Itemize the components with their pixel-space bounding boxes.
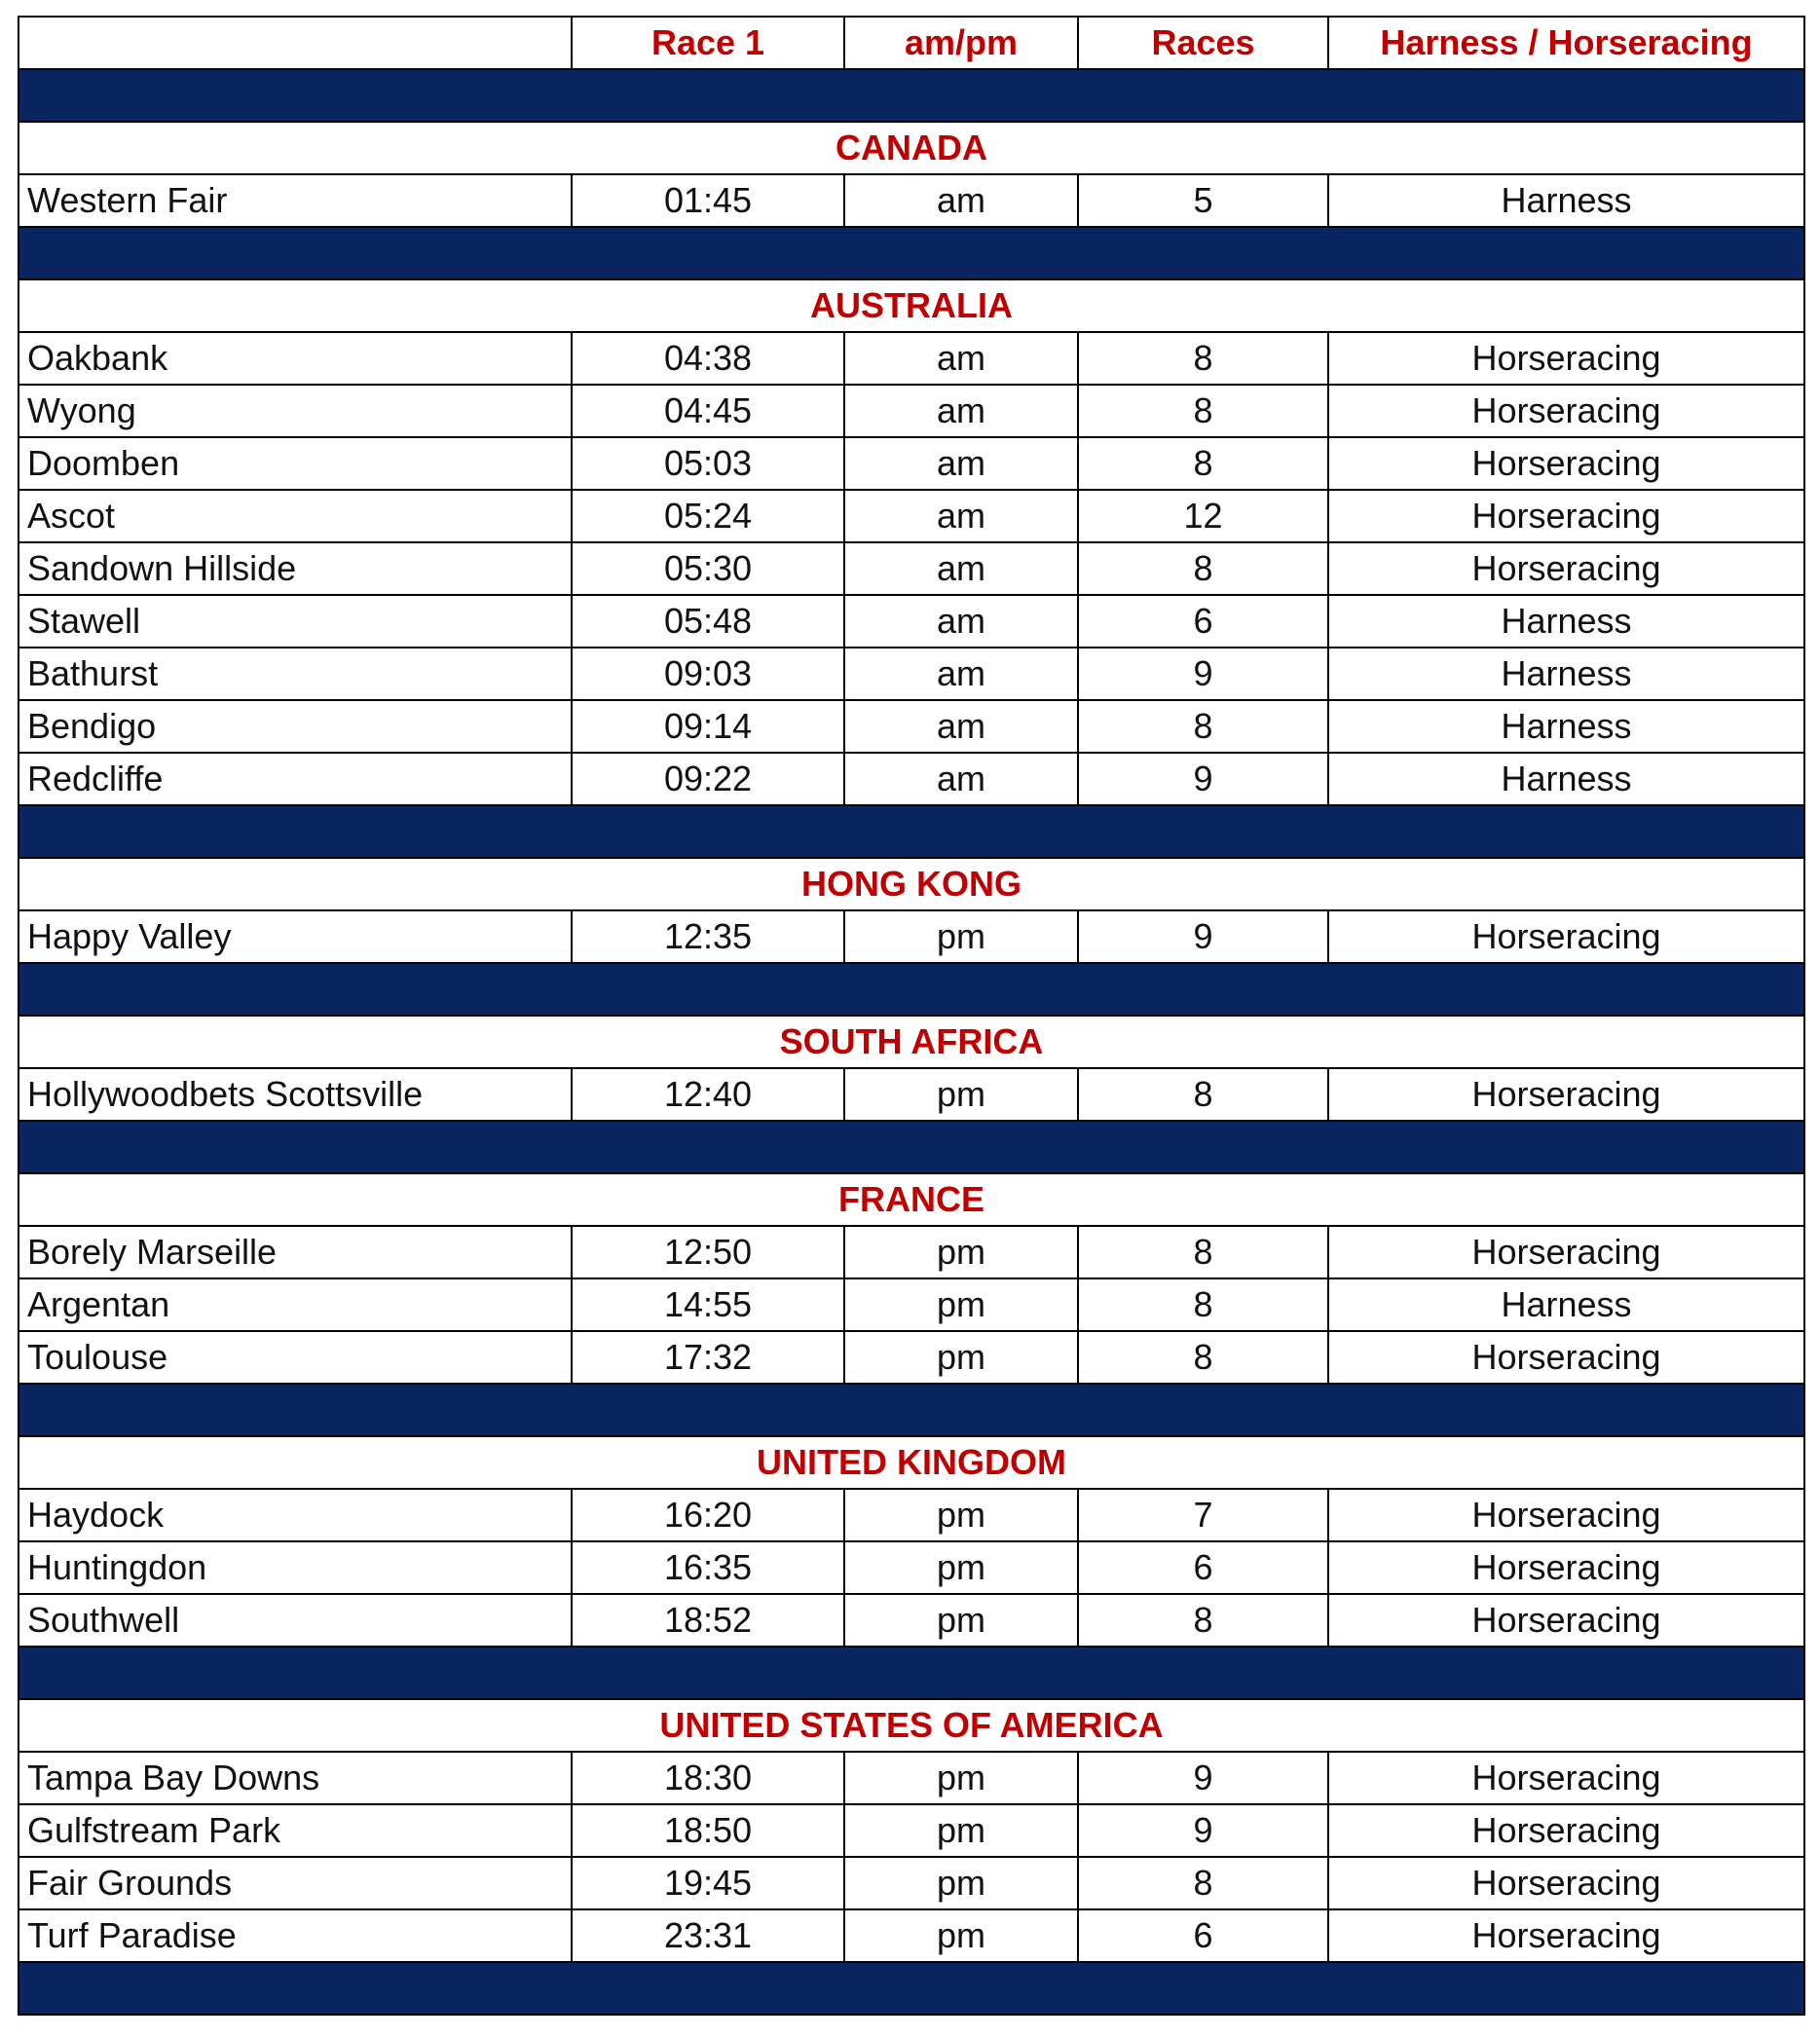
race-1-time-cell: 01:45 [572,174,844,227]
race-type-cell: Horseracing [1328,1594,1804,1647]
country-heading-row [19,1173,1804,1226]
table-row [19,753,1804,805]
races-count-cell: 8 [1078,1331,1328,1384]
country-heading: HONG KONG [19,858,1804,910]
race-type-cell: Harness [1328,700,1804,753]
separator-band-cell [19,1121,1804,1173]
race-1-time-cell: 12:40 [572,1068,844,1121]
table-row [19,1857,1804,1909]
races-count-cell: 8 [1078,332,1328,385]
race-type-cell: Horseracing [1328,1541,1804,1594]
am-pm-cell: pm [844,1752,1078,1804]
races-count-cell: 8 [1078,1226,1328,1278]
country-heading-row [19,1699,1804,1752]
country-heading: CANADA [19,122,1804,174]
venue-cell: Stawell [19,595,572,648]
races-count-cell: 8 [1078,385,1328,437]
am-pm-cell: am [844,490,1078,542]
races-count-cell: 5 [1078,174,1328,227]
table-row [19,1068,1804,1121]
am-pm-cell: am [844,700,1078,753]
header-venue [19,17,572,69]
race-type-cell: Horseracing [1328,1489,1804,1541]
venue-cell: Ascot [19,490,572,542]
venue-cell: Southwell [19,1594,572,1647]
table-row [19,910,1804,963]
race-1-time-cell: 05:24 [572,490,844,542]
am-pm-cell: pm [844,1857,1078,1909]
table-row [19,1909,1804,1962]
race-type-cell: Horseracing [1328,1909,1804,1962]
country-heading: UNITED STATES OF AMERICA [19,1699,1804,1752]
races-count-cell: 8 [1078,1068,1328,1121]
race-type-cell: Horseracing [1328,1068,1804,1121]
am-pm-cell: am [844,174,1078,227]
races-count-cell: 12 [1078,490,1328,542]
table-row [19,1331,1804,1384]
venue-cell: Oakbank [19,332,572,385]
am-pm-cell: pm [844,1226,1078,1278]
races-count-cell: 6 [1078,1541,1328,1594]
venue-cell: Bendigo [19,700,572,753]
am-pm-cell: pm [844,1068,1078,1121]
am-pm-cell: am [844,595,1078,648]
separator-band [19,69,1804,122]
race-type-cell: Horseracing [1328,490,1804,542]
separator-band-cell [19,227,1804,279]
race-1-time-cell: 12:35 [572,910,844,963]
race-1-time-cell: 04:38 [572,332,844,385]
country-heading-row [19,1016,1804,1068]
separator-band [19,963,1804,1016]
table-row [19,700,1804,753]
venue-cell: Wyong [19,385,572,437]
venue-cell: Tampa Bay Downs [19,1752,572,1804]
races-count-cell: 9 [1078,1752,1328,1804]
country-heading: SOUTH AFRICA [19,1016,1804,1068]
venue-cell: Western Fair [19,174,572,227]
am-pm-cell: pm [844,1541,1078,1594]
race-1-time-cell: 05:48 [572,595,844,648]
am-pm-cell: pm [844,1804,1078,1857]
table-row [19,1226,1804,1278]
venue-cell: Sandown Hillside [19,542,572,595]
races-count-cell: 8 [1078,700,1328,753]
separator-band-cell [19,1647,1804,1699]
race-1-time-cell: 18:50 [572,1804,844,1857]
venue-cell: Happy Valley [19,910,572,963]
race-type-cell: Horseracing [1328,332,1804,385]
separator-band-cell [19,1962,1804,2015]
race-type-cell: Horseracing [1328,385,1804,437]
venue-cell: Turf Paradise [19,1909,572,1962]
venue-cell: Fair Grounds [19,1857,572,1909]
am-pm-cell: pm [844,1331,1078,1384]
am-pm-cell: am [844,753,1078,805]
table-row [19,1752,1804,1804]
separator-band-cell [19,805,1804,858]
races-count-cell: 7 [1078,1489,1328,1541]
am-pm-cell: am [844,437,1078,490]
race-1-time-cell: 09:03 [572,648,844,700]
am-pm-cell: pm [844,910,1078,963]
table-row [19,174,1804,227]
separator-band [19,1121,1804,1173]
race-1-time-cell: 05:03 [572,437,844,490]
venue-cell: Toulouse [19,1331,572,1384]
race-schedule-table [18,16,1805,2016]
races-count-cell: 8 [1078,1857,1328,1909]
venue-cell: Bathurst [19,648,572,700]
table-row [19,1804,1804,1857]
venue-cell: Doomben [19,437,572,490]
race-1-time-cell: 05:30 [572,542,844,595]
table-row [19,385,1804,437]
header-type: Harness / Horseracing [1328,17,1804,69]
race-type-cell: Harness [1328,753,1804,805]
race-type-cell: Harness [1328,174,1804,227]
races-count-cell: 8 [1078,542,1328,595]
venue-cell: Borely Marseille [19,1226,572,1278]
table-row [19,1541,1804,1594]
races-count-cell: 9 [1078,753,1328,805]
country-heading: AUSTRALIA [19,279,1804,332]
races-count-cell: 6 [1078,595,1328,648]
table-row [19,1489,1804,1541]
am-pm-cell: am [844,332,1078,385]
race-1-time-cell: 04:45 [572,385,844,437]
venue-cell: Gulfstream Park [19,1804,572,1857]
race-1-time-cell: 17:32 [572,1331,844,1384]
header-am-pm: am/pm [844,17,1078,69]
am-pm-cell: am [844,542,1078,595]
header-row [19,17,1804,69]
venue-cell: Redcliffe [19,753,572,805]
separator-band [19,1647,1804,1699]
country-heading-row [19,279,1804,332]
separator-band-cell [19,69,1804,122]
race-type-cell: Horseracing [1328,1752,1804,1804]
table-row [19,648,1804,700]
header-race-1: Race 1 [572,17,844,69]
table-row [19,542,1804,595]
table-row [19,1278,1804,1331]
country-heading-row [19,122,1804,174]
race-1-time-cell: 16:20 [572,1489,844,1541]
separator-band [19,227,1804,279]
table-row [19,595,1804,648]
race-1-time-cell: 16:35 [572,1541,844,1594]
am-pm-cell: pm [844,1909,1078,1962]
venue-cell: Haydock [19,1489,572,1541]
race-type-cell: Horseracing [1328,437,1804,490]
venue-cell: Argentan [19,1278,572,1331]
race-type-cell: Harness [1328,595,1804,648]
race-type-cell: Horseracing [1328,1331,1804,1384]
race-type-cell: Harness [1328,648,1804,700]
am-pm-cell: pm [844,1278,1078,1331]
race-type-cell: Horseracing [1328,1804,1804,1857]
am-pm-cell: pm [844,1489,1078,1541]
separator-band [19,805,1804,858]
race-1-time-cell: 18:30 [572,1752,844,1804]
separator-band [19,1384,1804,1436]
race-type-cell: Horseracing [1328,1857,1804,1909]
races-count-cell: 8 [1078,437,1328,490]
race-1-time-cell: 23:31 [572,1909,844,1962]
venue-cell: Hollywoodbets Scottsville [19,1068,572,1121]
race-type-cell: Horseracing [1328,542,1804,595]
races-count-cell: 6 [1078,1909,1328,1962]
race-1-time-cell: 19:45 [572,1857,844,1909]
races-count-cell: 8 [1078,1278,1328,1331]
header-races: Races [1078,17,1328,69]
country-heading-row [19,858,1804,910]
race-type-cell: Harness [1328,1278,1804,1331]
table-row [19,437,1804,490]
table-row [19,490,1804,542]
races-count-cell: 8 [1078,1594,1328,1647]
table-body [19,17,1804,2015]
race-1-time-cell: 09:14 [572,700,844,753]
races-count-cell: 9 [1078,910,1328,963]
race-1-time-cell: 14:55 [572,1278,844,1331]
am-pm-cell: pm [844,1594,1078,1647]
table-row [19,1594,1804,1647]
country-heading: FRANCE [19,1173,1804,1226]
separator-band-cell [19,1384,1804,1436]
am-pm-cell: am [844,648,1078,700]
venue-cell: Huntingdon [19,1541,572,1594]
country-heading: UNITED KINGDOM [19,1436,1804,1489]
race-type-cell: Horseracing [1328,1226,1804,1278]
table-row [19,332,1804,385]
race-1-time-cell: 09:22 [572,753,844,805]
separator-band-cell [19,963,1804,1016]
separator-band [19,1962,1804,2015]
am-pm-cell: am [844,385,1078,437]
races-count-cell: 9 [1078,1804,1328,1857]
race-1-time-cell: 12:50 [572,1226,844,1278]
races-count-cell: 9 [1078,648,1328,700]
race-1-time-cell: 18:52 [572,1594,844,1647]
country-heading-row [19,1436,1804,1489]
race-type-cell: Horseracing [1328,910,1804,963]
